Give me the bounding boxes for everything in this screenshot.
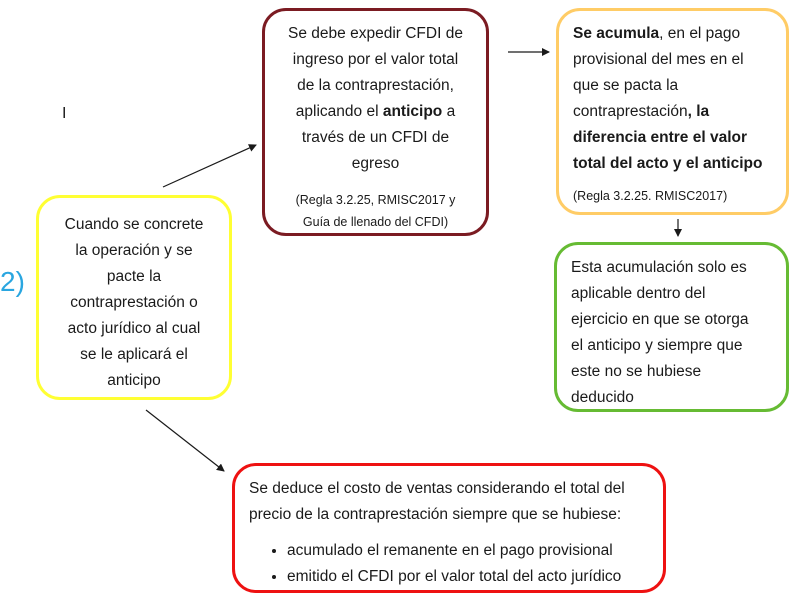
cfdi-box-line: de la contraprestación, [297, 77, 454, 94]
acum-box-line [573, 151, 786, 177]
acum-note: (Regla 3.2.25. RMISC2017) [573, 189, 728, 203]
cfdi-box-line: Se debe expedir CFDI de [288, 25, 463, 42]
list-item: • acumulado el remanente en el pago provisional [287, 538, 663, 564]
start-box-line: contraprestación o [70, 294, 198, 311]
arrow-start-to-cfdi [163, 145, 256, 187]
limit-box-line: el anticipo y siempre que [571, 337, 743, 354]
acum-box-line: provisional del mes en el [573, 51, 744, 68]
deduction-box [232, 463, 666, 593]
list-item: • emitido el CFDI por el valor total del acto jurídico [287, 564, 663, 590]
acum-box-line: que se pacta la [573, 77, 679, 94]
accumulation-box [556, 8, 789, 215]
cfdi-issue-box [262, 8, 489, 236]
cfdi-note-line: (Regla 3.2.25, RMISC2017 y [295, 193, 456, 207]
acum-line4-bold: , la [687, 103, 710, 120]
acum-line1-post: , en el pago [659, 25, 741, 42]
stray-text-mark: I [62, 105, 67, 122]
deduction-bullet-list [249, 538, 663, 590]
start-box-line: anticipo [107, 372, 161, 389]
acum-box-line [573, 99, 786, 125]
deduce-box-line: precio de la contraprestación siempre que se hubiese: [249, 506, 622, 523]
limit-box-line: aplicable dentro del [571, 285, 706, 302]
limit-box-line: ejercicio en que se otorga [571, 311, 749, 328]
acum-line6-bold: total del acto y el anticipo [573, 155, 763, 172]
start-box-line: Cuando se concrete [64, 216, 204, 233]
start-box-line: acto jurídico al cual [67, 320, 201, 337]
cfdi-box-line [265, 99, 486, 125]
limit-box-line: este no se hubiese [571, 363, 702, 380]
acum-box-line [573, 125, 786, 151]
cfdi-box-line: ingreso por el valor total [292, 51, 459, 68]
start-box-line: se le aplicará el [80, 346, 188, 363]
acum-box-line [573, 21, 786, 47]
cfdi-box-line: egreso [351, 155, 400, 172]
cfdi-line4-post: a [442, 103, 456, 120]
cfdi-line4-pre: aplicando el [295, 103, 383, 120]
start-condition-box [36, 195, 232, 400]
acum-line4-pre: contraprestación [573, 103, 688, 120]
arrow-start-to-deduce [146, 410, 224, 471]
start-box-line: la operación y se [75, 242, 193, 259]
start-box-line: pacte la [106, 268, 162, 285]
limit-box-line: Esta acumulación solo es [571, 259, 747, 276]
cfdi-box-line: través de un CFDI de [301, 129, 450, 146]
acum-line5-bold: diferencia entre el valor [573, 129, 748, 146]
limit-box-line: deducido [571, 389, 634, 406]
cfdi-line4-bold: anticipo [382, 103, 443, 120]
cfdi-note-line: Guía de llenado del CFDI) [302, 215, 449, 229]
step-number-label: 2) [0, 266, 25, 297]
deduce-box-line: Se deduce el costo de ventas considerando el total del [249, 480, 625, 497]
limitation-box [554, 242, 789, 412]
acum-line1-bold: Se acumula [573, 25, 660, 42]
